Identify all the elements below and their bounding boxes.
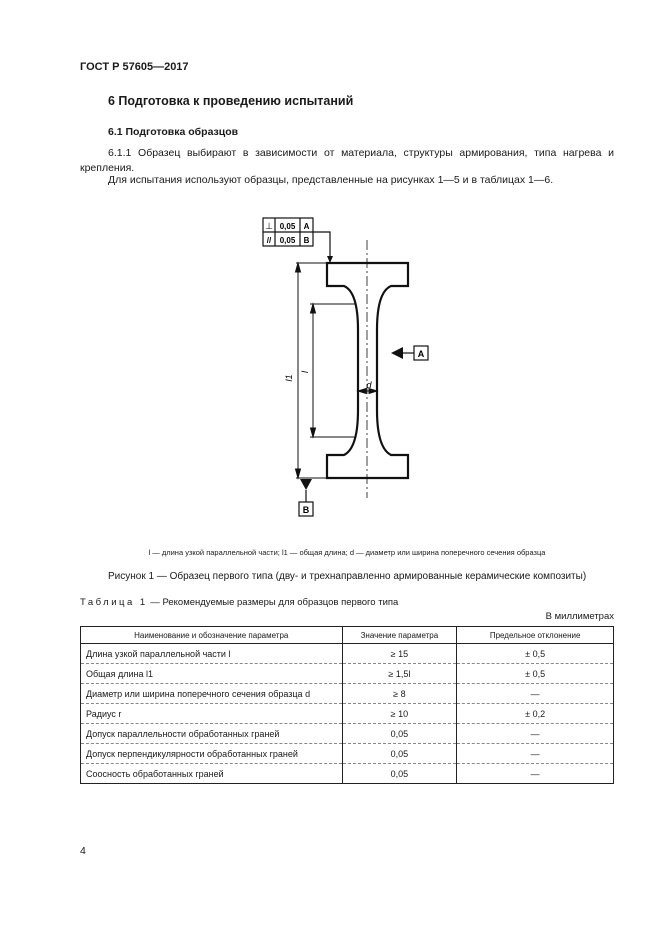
paragraph-samples: Для испытания используют образцы, представленные на рисунках 1—5 и в таблицах 1—6. (108, 174, 554, 186)
tol-datum-2: B (303, 236, 310, 245)
row-value: ≥ 1,5l (342, 664, 457, 684)
row-value: ≥ 8 (342, 684, 457, 704)
table-row (81, 704, 614, 724)
paragraph-6-1-1: 6.1.1 Образец выбирают в зависимости от материала, структуры армирования, типа нагрева и крепления. (80, 147, 614, 174)
tolerance-leader (313, 232, 330, 262)
dim-l-line (310, 304, 356, 437)
table-header-row (81, 627, 614, 644)
subsection-title: 6.1 Подготовка образцов (108, 126, 239, 138)
datum-b-label: B (302, 505, 310, 515)
row-parameter: Общая длина l1 (81, 664, 343, 684)
legend-l1: l1 — общая длина; (281, 548, 350, 557)
table-row (81, 684, 614, 704)
table-row (81, 644, 614, 664)
row-value: 0,05 (342, 744, 457, 764)
row-tolerance: ± 0,5 (457, 664, 614, 684)
table-title-text: — Рекомендуемые размеры для образцов первого типа (147, 597, 399, 608)
page-number: 4 (80, 845, 86, 857)
row-tolerance: — (457, 684, 614, 704)
row-value: ≥ 15 (342, 644, 457, 664)
table-row (81, 764, 614, 784)
tol-value-2: 0,05 (279, 236, 296, 245)
tol-symbol-parallel: // (266, 236, 272, 245)
row-parameter: Длина узкой параллельной части l (81, 644, 343, 664)
tol-value-1: 0,05 (279, 222, 296, 231)
row-parameter: Допуск перпендикулярности обработанных граней (81, 744, 343, 764)
table-units: В миллиметрах (545, 611, 614, 622)
header-tolerance: Предельное отклонение (457, 627, 614, 644)
row-parameter: Радиус r (81, 704, 343, 724)
header-value: Значение параметра (342, 627, 457, 644)
row-value: 0,05 (342, 724, 457, 744)
legend-l: l — длина узкой параллельной части; (148, 548, 282, 557)
row-tolerance: — (457, 764, 614, 784)
table-row (81, 664, 614, 684)
tol-datum-1: A (303, 222, 310, 231)
row-parameter: Допуск параллельности обработанных граней (81, 724, 343, 744)
document-header: ГОСТ Р 57605—2017 (80, 61, 189, 73)
figure-legend (80, 548, 614, 557)
dim-l-label: l (300, 371, 310, 373)
row-parameter: Диаметр или ширина поперечного сечения образца d (81, 684, 343, 704)
table-label: Таблица 1 (80, 597, 148, 608)
header-parameter: Наименование и обозначение параметра (81, 627, 343, 644)
specimen-outline (327, 263, 408, 478)
datum-a-label: A (417, 349, 425, 359)
dim-l1-line (296, 263, 328, 478)
row-tolerance: ± 0,2 (457, 704, 614, 724)
tol-symbol-perpendicular: ⊥ (265, 221, 273, 231)
figure-caption: Рисунок 1 — Образец первого типа (дву- и трехнаправленно армированные керамические композиты) (108, 571, 587, 582)
row-parameter: Соосность обработанных граней (81, 764, 343, 784)
legend-d: d — диаметр или ширина поперечного сечения образца (349, 548, 546, 557)
table-title (80, 597, 398, 608)
datum-a-triangle (391, 347, 403, 359)
row-tolerance: — (457, 744, 614, 764)
row-value: ≥ 10 (342, 704, 457, 724)
table-row (81, 724, 614, 744)
dim-d-label: d (366, 380, 372, 390)
table-row (81, 744, 614, 764)
row-value: 0,05 (342, 764, 457, 784)
section-title: 6 Подготовка к проведению испытаний (108, 94, 354, 108)
row-tolerance: ± 0,5 (457, 644, 614, 664)
dimensions-table (80, 626, 614, 784)
row-tolerance: — (457, 724, 614, 744)
dim-l1-label: l1 (284, 374, 294, 382)
datum-b-triangle (300, 479, 312, 490)
